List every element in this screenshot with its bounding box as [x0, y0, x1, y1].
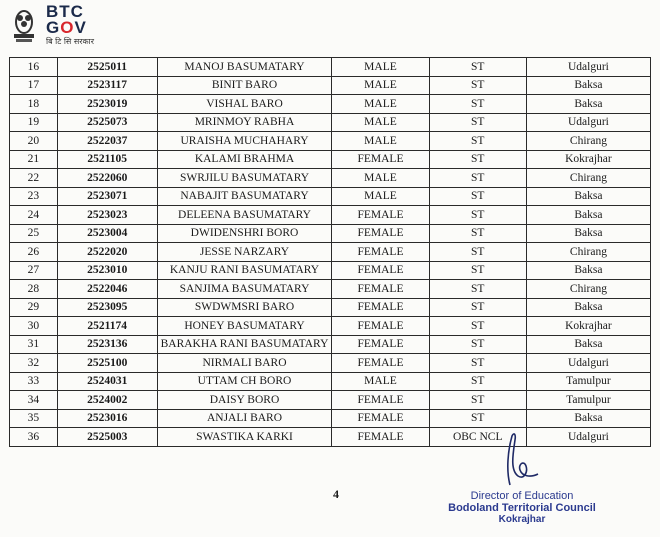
candidate-name: NABAJIT BASUMATARY	[157, 187, 332, 206]
table-row	[10, 280, 651, 299]
table-row	[10, 95, 651, 114]
gender-cell: MALE	[332, 187, 429, 206]
serial-number: 23	[10, 187, 58, 206]
gender-cell: FEMALE	[332, 261, 429, 280]
candidate-name: KANJU RANI BASUMATARY	[157, 261, 332, 280]
district-cell: Baksa	[526, 335, 650, 354]
district-cell: Baksa	[526, 224, 650, 243]
table-row	[10, 428, 651, 447]
table-row	[10, 132, 651, 151]
serial-number: 17	[10, 76, 58, 95]
director-stamp	[432, 490, 612, 525]
district-cell: Udalguri	[526, 113, 650, 132]
serial-number: 16	[10, 58, 58, 77]
district-cell: Chirang	[526, 243, 650, 262]
district-cell: Baksa	[526, 187, 650, 206]
roll-number: 2522037	[57, 132, 157, 151]
category-cell: ST	[429, 298, 526, 317]
candidate-name: MANOJ BASUMATARY	[157, 58, 332, 77]
category-cell: ST	[429, 187, 526, 206]
serial-number: 32	[10, 354, 58, 373]
table-row	[10, 261, 651, 280]
category-cell: ST	[429, 372, 526, 391]
candidate-name: ANJALI BARO	[157, 409, 332, 428]
roll-number: 2523019	[57, 95, 157, 114]
gender-cell: MALE	[332, 76, 429, 95]
candidate-name: DELEENA BASUMATARY	[157, 206, 332, 225]
gender-cell: FEMALE	[332, 150, 429, 169]
district-cell: Baksa	[526, 261, 650, 280]
serial-number: 36	[10, 428, 58, 447]
serial-number: 18	[10, 95, 58, 114]
table-row	[10, 113, 651, 132]
candidate-name: NIRMALI BARO	[157, 354, 332, 373]
table-row	[10, 187, 651, 206]
gender-cell: FEMALE	[332, 391, 429, 410]
category-cell: ST	[429, 224, 526, 243]
table-row	[10, 409, 651, 428]
category-cell: OBC NCL	[429, 428, 526, 447]
category-cell: ST	[429, 391, 526, 410]
candidate-name: JESSE NARZARY	[157, 243, 332, 262]
table-row	[10, 243, 651, 262]
candidate-name: MRINMOY RABHA	[157, 113, 332, 132]
candidate-table	[9, 57, 651, 447]
roll-number: 2523136	[57, 335, 157, 354]
serial-number: 25	[10, 224, 58, 243]
table-row	[10, 206, 651, 225]
candidate-name: SANJIMA BASUMATARY	[157, 280, 332, 299]
category-cell: ST	[429, 335, 526, 354]
category-cell: ST	[429, 243, 526, 262]
district-cell: Baksa	[526, 95, 650, 114]
table-row	[10, 335, 651, 354]
gender-cell: FEMALE	[332, 243, 429, 262]
gender-cell: FEMALE	[332, 280, 429, 299]
roll-number: 2522020	[57, 243, 157, 262]
district-cell: Udalguri	[526, 428, 650, 447]
logo-subtitle: बि टि सि सरकार	[46, 37, 95, 46]
district-cell: Udalguri	[526, 58, 650, 77]
gender-cell: FEMALE	[332, 298, 429, 317]
category-cell: ST	[429, 354, 526, 373]
district-cell: Baksa	[526, 409, 650, 428]
candidate-name: DWIDENSHRI BORO	[157, 224, 332, 243]
table-row	[10, 76, 651, 95]
candidate-name: URAISHA MUCHAHARY	[157, 132, 332, 151]
roll-number: 2521174	[57, 317, 157, 336]
page-header	[6, 2, 206, 50]
stamp-line3: Kokrajhar	[498, 514, 546, 525]
district-cell: Chirang	[526, 169, 650, 188]
roll-number: 2523016	[57, 409, 157, 428]
table-row	[10, 372, 651, 391]
table-row	[10, 150, 651, 169]
roll-number: 2525011	[57, 58, 157, 77]
stamp-line1: Director of Education	[470, 490, 574, 502]
district-cell: Baksa	[526, 206, 650, 225]
gender-cell: FEMALE	[332, 224, 429, 243]
table-row	[10, 354, 651, 373]
gender-cell: FEMALE	[332, 409, 429, 428]
roll-number: 2524031	[57, 372, 157, 391]
roll-number: 2522046	[57, 280, 157, 299]
serial-number: 28	[10, 280, 58, 299]
table-row	[10, 298, 651, 317]
logo-line1: BTC	[46, 2, 84, 21]
serial-number: 30	[10, 317, 58, 336]
district-cell: Tamulpur	[526, 391, 650, 410]
serial-number: 24	[10, 206, 58, 225]
national-emblem-icon	[10, 8, 38, 44]
serial-number: 20	[10, 132, 58, 151]
serial-number: 27	[10, 261, 58, 280]
table-row	[10, 169, 651, 188]
category-cell: ST	[429, 206, 526, 225]
category-cell: ST	[429, 409, 526, 428]
gender-cell: MALE	[332, 132, 429, 151]
table-row	[10, 391, 651, 410]
district-cell: Kokrajhar	[526, 317, 650, 336]
serial-number: 21	[10, 150, 58, 169]
candidate-name: SWDWMSRI BARO	[157, 298, 332, 317]
table-row	[10, 58, 651, 77]
serial-number: 19	[10, 113, 58, 132]
candidate-name: UTTAM CH BORO	[157, 372, 332, 391]
serial-number: 33	[10, 372, 58, 391]
candidate-name: SWRJILU BASUMATARY	[157, 169, 332, 188]
serial-number: 31	[10, 335, 58, 354]
gender-cell: FEMALE	[332, 317, 429, 336]
btc-gov-logo	[46, 4, 94, 47]
category-cell: ST	[429, 58, 526, 77]
serial-number: 22	[10, 169, 58, 188]
candidate-name: BARAKHA RANI BASUMATARY	[157, 335, 332, 354]
category-cell: ST	[429, 261, 526, 280]
roll-number: 2525003	[57, 428, 157, 447]
category-cell: ST	[429, 317, 526, 336]
gender-cell: MALE	[332, 113, 429, 132]
roll-number: 2521105	[57, 150, 157, 169]
serial-number: 29	[10, 298, 58, 317]
district-cell: Baksa	[526, 298, 650, 317]
candidate-name: SWASTIKA KARKI	[157, 428, 332, 447]
roll-number: 2523071	[57, 187, 157, 206]
district-cell: Baksa	[526, 76, 650, 95]
candidate-name: DAISY BORO	[157, 391, 332, 410]
gender-cell: MALE	[332, 95, 429, 114]
category-cell: ST	[429, 95, 526, 114]
page-number: 4	[333, 487, 339, 501]
roll-number: 2523117	[57, 76, 157, 95]
candidate-name: HONEY BASUMATARY	[157, 317, 332, 336]
district-cell: Chirang	[526, 280, 650, 299]
category-cell: ST	[429, 150, 526, 169]
roll-number: 2523010	[57, 261, 157, 280]
signature-icon	[488, 430, 548, 490]
gender-cell: FEMALE	[332, 428, 429, 447]
roll-number: 2525100	[57, 354, 157, 373]
serial-number: 26	[10, 243, 58, 262]
category-cell: ST	[429, 76, 526, 95]
candidate-name: VISHAL BARO	[157, 95, 332, 114]
roll-number: 2523004	[57, 224, 157, 243]
category-cell: ST	[429, 132, 526, 151]
roll-number: 2525073	[57, 113, 157, 132]
category-cell: ST	[429, 169, 526, 188]
category-cell: ST	[429, 280, 526, 299]
district-cell: Chirang	[526, 132, 650, 151]
roll-number: 2522060	[57, 169, 157, 188]
gender-cell: FEMALE	[332, 354, 429, 373]
roll-number: 2523023	[57, 206, 157, 225]
category-cell: ST	[429, 113, 526, 132]
gender-cell: MALE	[332, 58, 429, 77]
stamp-line2: Bodoland Territorial Council	[448, 502, 596, 514]
gender-cell: FEMALE	[332, 335, 429, 354]
gender-cell: MALE	[332, 372, 429, 391]
candidate-name: BINIT BARO	[157, 76, 332, 95]
district-cell: Udalguri	[526, 354, 650, 373]
gender-cell: FEMALE	[332, 206, 429, 225]
roll-number: 2523095	[57, 298, 157, 317]
serial-number: 35	[10, 409, 58, 428]
candidate-name: KALAMI BRAHMA	[157, 150, 332, 169]
table-row	[10, 317, 651, 336]
table-row	[10, 224, 651, 243]
roll-number: 2524002	[57, 391, 157, 410]
district-cell: Kokrajhar	[526, 150, 650, 169]
district-cell: Tamulpur	[526, 372, 650, 391]
serial-number: 34	[10, 391, 58, 410]
logo-line2: GOV	[46, 18, 87, 37]
gender-cell: MALE	[332, 169, 429, 188]
